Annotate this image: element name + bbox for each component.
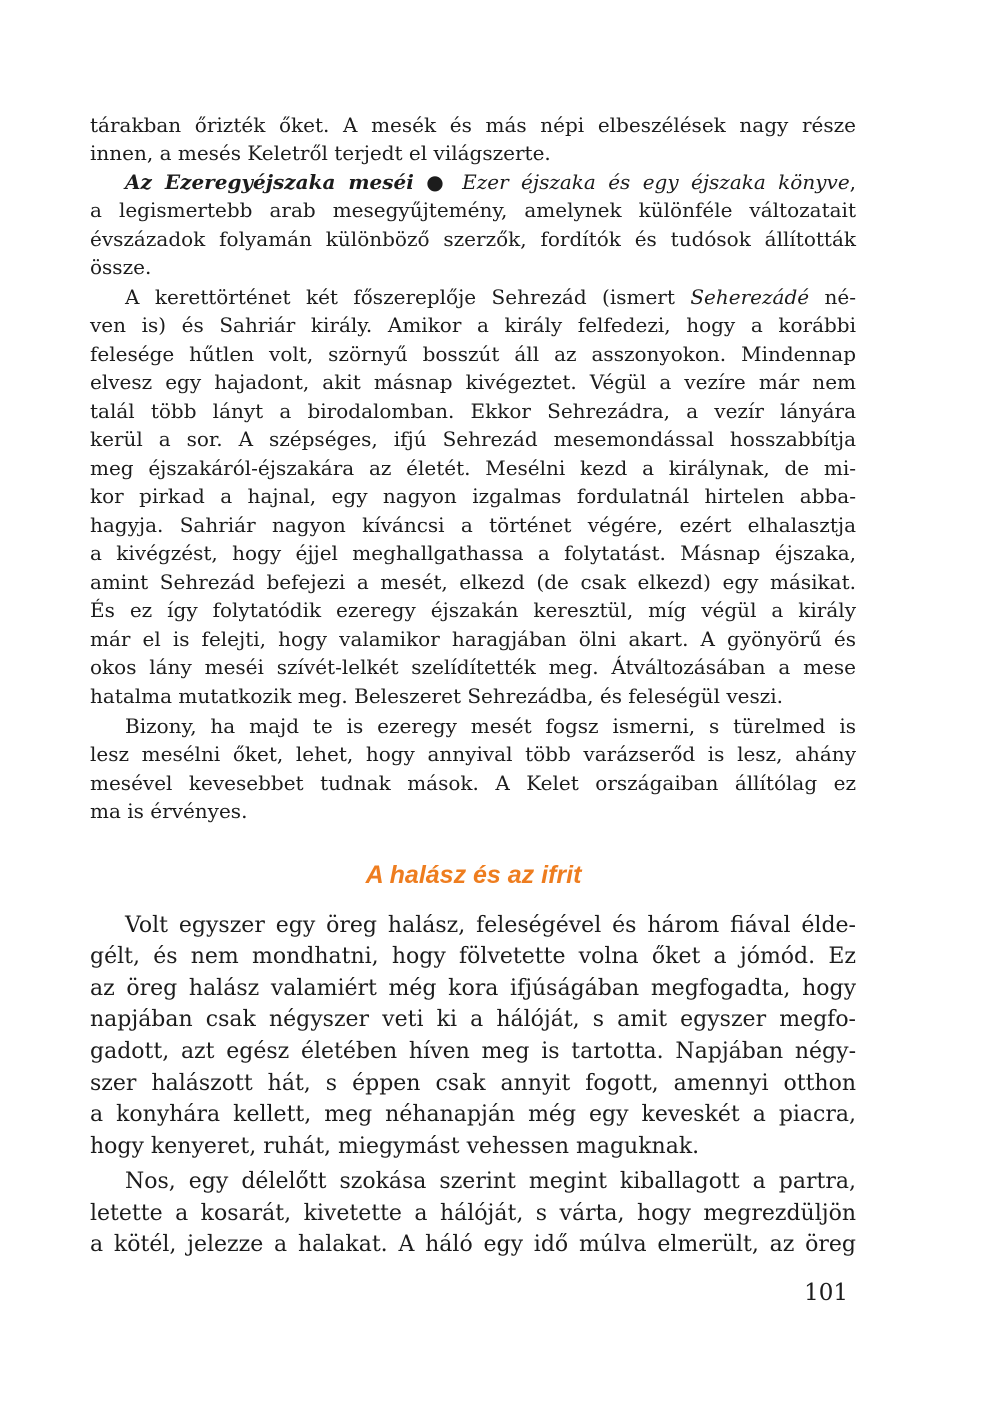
book-title: Az Ezeregyéjszaka meséi bbox=[125, 170, 414, 194]
text-line: letette a kosarát, kivetette a hálóját, s várta, hogy megrezdüljön bbox=[90, 1201, 856, 1226]
text-line: már el is felejti, hogy valamikor haragjában ölni akart. A gyönyörű és bbox=[90, 627, 856, 651]
text-line: meg éjszakáról-éjszakára az életét. Mesélni kezd a királynak, de mi- bbox=[90, 456, 856, 480]
text-line: szer halászott hát, s éppen csak annyit fogott, amennyi otthon bbox=[90, 1071, 856, 1096]
text-line: hogy kenyeret, ruhát, miegymást vehessen maguknak. bbox=[90, 1134, 700, 1159]
text-line: talál több lányt a birodalomban. Ekkor Sehrezádra, a vezír lányára bbox=[90, 399, 856, 423]
book-subtitle: Ezer éjszaka és egy éjszaka könyve bbox=[462, 170, 850, 194]
text-line: amint Sehrezád befejezi a mesét, elkezd (de csak elkezd) egy másikat. bbox=[90, 570, 856, 594]
text-line: gélt, és nem mondhatni, hogy fölvetette volna őket a jómód. Ez bbox=[90, 944, 856, 969]
text-line: okos lány meséi szívét-lelkét szelídítették meg. Átváltozásában a mese bbox=[90, 655, 856, 679]
punctuation: , bbox=[849, 170, 857, 194]
text-line: Nos, egy délelőtt szokása szerint megint kiballagott a partra, bbox=[125, 1169, 856, 1194]
text-line: innen, a mesés Keletről terjedt el világszerte. bbox=[90, 141, 551, 165]
story-heading: A halász és az ifrit bbox=[365, 861, 582, 889]
frame-story-first-line bbox=[90, 283, 856, 311]
text-line: kerül a sor. A szépséges, ifjú Sehrezád mesemondással hosszabbítja bbox=[90, 427, 856, 451]
text-line: ma is érvényes. bbox=[90, 799, 248, 823]
text-line: az öreg halász valamiért még kora ifjúságában megfogadta, hogy bbox=[90, 976, 856, 1001]
book-entry-first-line bbox=[90, 168, 856, 196]
alt-name-italic: Seherezádé bbox=[690, 285, 810, 309]
text-line: napjában csak négyszer veti ki a hálóját, s amit egyszer megfo- bbox=[90, 1007, 856, 1032]
text-line: Bizony, ha majd te is ezeregy mesét fogsz ismerni, s türelmed is bbox=[125, 714, 856, 738]
bullet-icon: ● bbox=[426, 170, 450, 194]
text-line: a legismertebb arab mesegyűjtemény, amelynek különféle változatait bbox=[90, 198, 856, 222]
text-line: évszázadok folyamán különböző szerzők, fordítók és tudósok állították bbox=[90, 227, 856, 251]
text-segment: A kerettörténet két főszereplője Sehrezád (ismert bbox=[125, 285, 691, 309]
text-line: elvesz egy hajadont, akit másnap kivégeztet. Végül a vezíre már nem bbox=[90, 370, 856, 394]
text-line: gadott, azt egész életében híven meg is tartotta. Napjában négy- bbox=[90, 1039, 856, 1064]
text-line: a kötél, jelezze a halakat. A háló egy idő múlva elmerült, az öreg bbox=[90, 1232, 856, 1257]
text-line: ven is) és Sahriár király. Amikor a király felfedezi, hogy a korábbi bbox=[90, 313, 856, 337]
text-line: És ez így folytatódik ezeregy éjszakán keresztül, míg végül a király bbox=[90, 598, 856, 622]
text-line: felesége hűtlen volt, szörnyű bosszút áll az asszonyokon. Mindennap bbox=[90, 342, 856, 366]
page-number: 101 bbox=[804, 1280, 848, 1306]
text-line: mesével kevesebbet tudnak mások. A Kelet országaiban állítólag ez bbox=[90, 771, 856, 795]
text-segment: né- bbox=[809, 285, 856, 309]
text-line: lesz mesélni őket, lehet, hogy annyival több varázserőd is lesz, ahány bbox=[90, 742, 856, 766]
text-line: Volt egyszer egy öreg halász, feleségével és három fiával élde- bbox=[125, 913, 856, 938]
text-line: hagyja. Sahriár nagyon kíváncsi a történet végére, ezért elhalasztja bbox=[90, 513, 856, 537]
text-line: hatalma mutatkozik meg. Beleszeret Sehrezádba, és feleségül veszi. bbox=[90, 684, 784, 708]
text-line: tárakban őrizték őket. A mesék és más népi elbeszélések nagy része bbox=[90, 113, 856, 137]
text-line: a konyhára kellett, meg néhanapján még egy keveskét a piacra, bbox=[90, 1102, 856, 1127]
text-line: kor pirkad a hajnal, egy nagyon izgalmas fordulatnál hirtelen abba- bbox=[90, 484, 856, 508]
text-line: össze. bbox=[90, 255, 152, 279]
text-line: a kivégzést, hogy éjjel meghallgathassa a folytatást. Másnap éjszaka, bbox=[90, 541, 856, 565]
